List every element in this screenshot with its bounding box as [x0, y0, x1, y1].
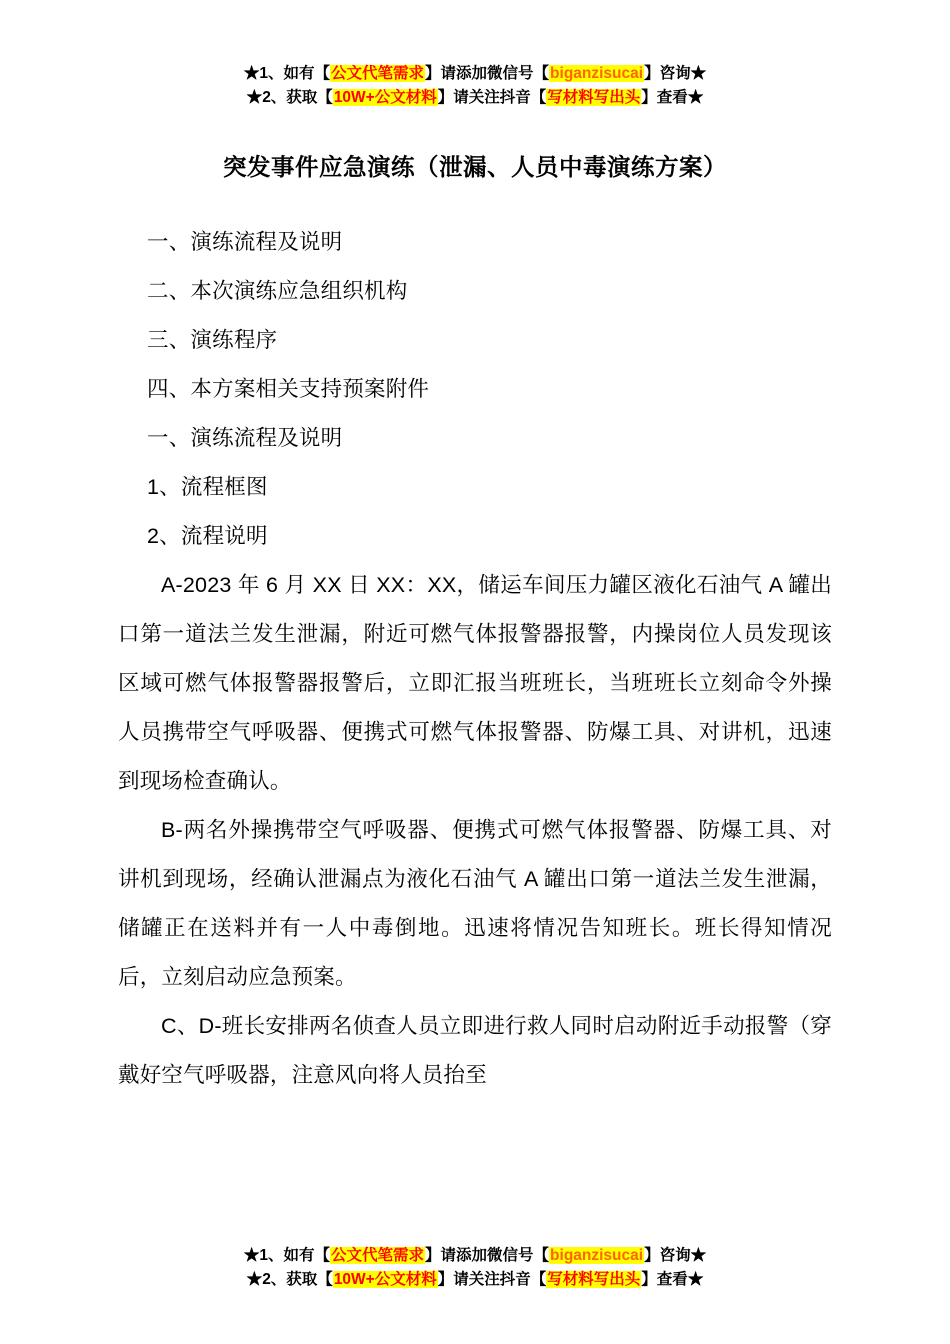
- promo-top-line2-highlight-1: 10W+公文材料: [333, 89, 437, 107]
- paragraph-a: A‑2023 年 6 月 XX 日 XX：XX，储运车间压力罐区液化石油气 A 罐出口第一道法兰发生泄漏，附近可燃气体报警器报警，内操岗位人员发现该区域可燃气体报警器报警后，立即汇报当班班长，当班班长立刻命令外操人员携带空气呼吸器、便携式可燃气体报警器、防爆工具、对讲机，迅速到现场检查确认。: [118, 573, 832, 793]
- star-glyph-left-4: ★: [246, 1270, 263, 1288]
- promo-bottom-line2-seg2: 】请: [437, 1270, 469, 1288]
- toc-item-4: 四、本方案相关支持预案附件: [147, 377, 430, 401]
- promo-bottom-line1-wechat-id: biganzisucai: [550, 1246, 644, 1264]
- promo-top-line2-seg2b: 关注抖音【: [468, 89, 547, 107]
- promo-bottom-line2-highlight-1: 10W+公文材料: [333, 1270, 437, 1288]
- promo-top-line1-seg3: 】咨询: [644, 65, 691, 82]
- promo-banner-bottom: [0, 1244, 950, 1292]
- promo-top-line1-seg1: 1、如有【: [259, 65, 331, 82]
- promo-bottom-line-1: [0, 1244, 950, 1268]
- toc-item-1: 一、演练流程及说明: [147, 230, 343, 254]
- promo-top-line-1: [0, 62, 950, 86]
- promo-top-line1-highlight-1: 公文代笔需求: [331, 65, 425, 82]
- toc-item-3: 三、演练程序: [147, 328, 278, 352]
- star-glyph-right: ★: [690, 65, 707, 82]
- promo-top-line2-seg1: 2、获取【: [262, 89, 333, 107]
- promo-top-line1-wechat-id: biganzisucai: [550, 65, 644, 82]
- star-glyph-right-2: ★: [687, 89, 704, 107]
- section-heading-1-1: 1、流程框图: [147, 475, 268, 499]
- paragraph-b: B‑两名外操携带空气呼吸器、便携式可燃气体报警器、防爆工具、对讲机到现场，经确认泄漏点为液化石油气 A 罐出口第一道法兰发生泄漏，储罐正在送料并有一人中毒倒地。迅速将情况告知班长。班长得知情况后，立刻启动应急预案。: [118, 818, 832, 989]
- star-glyph-left-2: ★: [246, 89, 263, 107]
- promo-bottom-line1-seg3: 】咨询: [644, 1246, 691, 1264]
- promo-top-line2-douyin-name: 写材料写出头: [547, 89, 641, 107]
- promo-top-line2-seg3: 】查看: [641, 89, 688, 107]
- document-body: [118, 218, 832, 1100]
- promo-top-line2-seg2: 】请: [437, 89, 469, 107]
- promo-top-line1-seg2: 】请添加微信号【: [425, 65, 550, 82]
- star-glyph-left-3: ★: [243, 1246, 260, 1264]
- paragraph-cd: C、D‑班长安排两名侦查人员立即进行救人同时启动附近手动报警（穿戴好空气呼吸器，注意风向将人员抬至: [118, 1014, 832, 1087]
- star-glyph-right-3: ★: [690, 1246, 707, 1264]
- toc-item-2: 二、本次演练应急组织机构: [147, 279, 408, 303]
- promo-bottom-line2-douyin-name: 写材料写出头: [547, 1270, 641, 1288]
- page-title: 突发事件应急演练（泄漏、人员中毒演练方案）: [223, 154, 727, 180]
- promo-bottom-line2-seg1: 2、获取【: [262, 1270, 333, 1288]
- promo-bottom-line-2: [0, 1268, 950, 1292]
- promo-bottom-line2-seg3: 】查看: [641, 1270, 688, 1288]
- promo-top-line-2: [0, 86, 950, 110]
- star-glyph-left: ★: [243, 65, 260, 82]
- promo-bottom-line1-seg1: 1、如有【: [259, 1246, 331, 1264]
- promo-banner-top: [0, 62, 950, 110]
- promo-bottom-line1-highlight-1: 公文代笔需求: [331, 1246, 425, 1264]
- promo-bottom-line1-seg2: 】请添加微信号【: [425, 1246, 550, 1264]
- section-heading-1-2: 2、流程说明: [147, 524, 268, 548]
- promo-bottom-line2-seg2b: 关注抖音【: [468, 1270, 547, 1288]
- star-glyph-right-4: ★: [687, 1270, 704, 1288]
- section-heading-1: 一、演练流程及说明: [147, 426, 343, 450]
